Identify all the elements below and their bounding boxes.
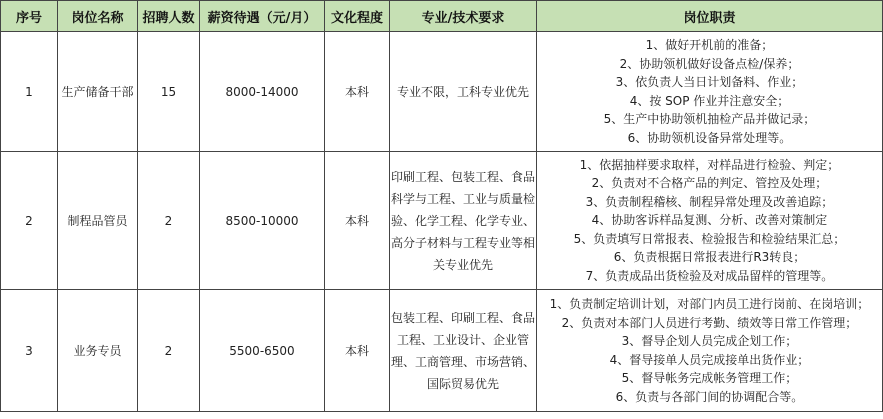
duty-line: 7、负责成品出货检验及对成品留样的管理等。 (585, 268, 834, 283)
header-count: 招聘人数 (138, 1, 200, 32)
cell-salary: 8000-14000 (200, 32, 325, 152)
cell-requirement: 印刷工程、包装工程、食品科学与工程、工业与质量检验、化学工程、化学专业、高分子材料与工程专业等相关专业优先 (390, 152, 537, 290)
header-duties: 岗位职责 (537, 1, 883, 32)
duty-line: 3、负责制程稽核、制程异常处理及改善追踪； (585, 194, 834, 209)
cell-duties (537, 290, 883, 412)
duty-line: 2、负责对不合格产品的判定、管控及处理； (591, 176, 828, 191)
duty-line: 5、生产中协助领机抽检产品并做记录； (603, 112, 816, 126)
duty-line: 5、负责填写日常报表、检验报告和检验结果汇总； (573, 231, 846, 246)
cell-duties (537, 32, 883, 152)
header-salary: 薪资待遇（元/月） (200, 1, 325, 32)
duty-line: 4、按 SOP 作业并注意安全； (629, 93, 790, 108)
cell-count: 2 (138, 290, 200, 412)
duty-line: 1、做好开机前的准备； (645, 38, 774, 52)
cell-education: 本科 (325, 290, 390, 412)
cell-position: 制程品管员 (58, 152, 138, 290)
cell-requirement: 专业不限，工科专业优先 (390, 32, 537, 152)
duty-line: 1、依据抽样要求取样，对样品进行检验、判定； (579, 157, 840, 172)
duty-line: 6、协助领机设备异常处理等。 (627, 130, 792, 145)
cell-count: 2 (138, 152, 200, 290)
duty-line: 2、负责对本部门人员进行考勤、绩效等日常工作管理； (561, 315, 858, 330)
duty-line: 3、督导企划人员完成企划工作； (621, 334, 798, 348)
duty-line: 2、协助领机做好设备点检/保养； (619, 56, 800, 71)
cell-no: 2 (1, 152, 58, 290)
cell-duties (537, 152, 883, 290)
cell-salary: 5500-6500 (200, 290, 325, 412)
cell-no: 3 (1, 290, 58, 412)
cell-position: 业务专员 (58, 290, 138, 412)
duty-line: 3、依负责人当日计划备料、作业； (615, 75, 804, 89)
duty-line: 4、协助客诉样品复测、分析、改善对策制定 (591, 213, 828, 228)
table-row (1, 32, 883, 152)
table-row (1, 290, 883, 412)
table-row (1, 152, 883, 290)
cell-salary: 8500-10000 (200, 152, 325, 290)
cell-position: 生产储备干部 (58, 32, 138, 152)
header-position: 岗位名称 (58, 1, 138, 32)
cell-no: 1 (1, 32, 58, 152)
duty-line: 6、负责根据日常报表进行R3转良； (613, 250, 806, 265)
cell-count: 15 (138, 32, 200, 152)
duty-line: 5、督导帐务完成帐务管理工作； (621, 371, 798, 385)
duty-line: 6、负责与各部门间的协调配合等。 (615, 389, 804, 404)
cell-education: 本科 (325, 32, 390, 152)
header-requirement: 专业/技术要求 (390, 1, 537, 32)
header-no: 序号 (1, 1, 58, 32)
duty-line: 4、督导接单人员完成接单出货作业； (609, 352, 810, 367)
table-header-row (1, 1, 883, 32)
cell-requirement: 包装工程、印刷工程、食品工程、工业设计、企业管理、工商管理、市场营销、国际贸易优先 (390, 290, 537, 412)
header-education: 文化程度 (325, 1, 390, 32)
duty-line: 1、负责制定培训计划，对部门内员工进行岗前、在岗培训； (549, 297, 870, 311)
cell-education: 本科 (325, 152, 390, 290)
